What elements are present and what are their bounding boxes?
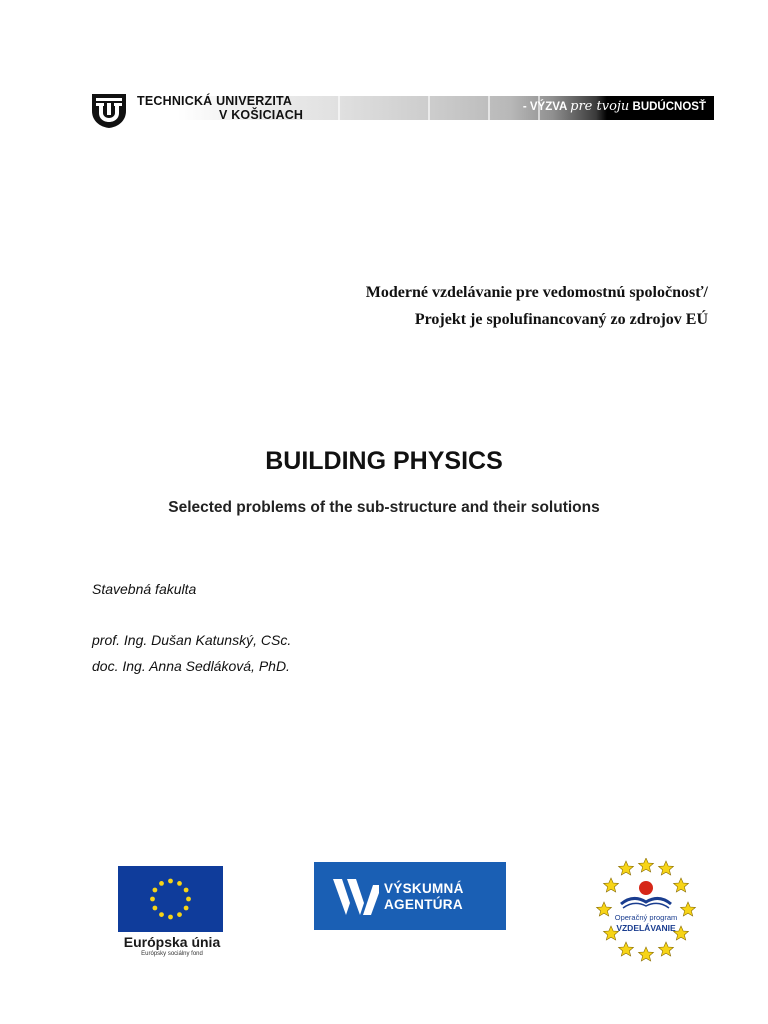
faculty-name: Stavebná fakulta [92,581,197,597]
project-statement [366,279,708,333]
motto-prefix: - VÝZVA [522,101,567,113]
operational-program-icon [593,858,699,962]
op-line1: Operačný program [614,913,678,922]
project-line2: Projekt je spolufinancovaný zo zdrojov EÚ [414,311,708,328]
document-subtitle: Selected problems of the sub-structure and their solutions [168,499,600,516]
agency-name [384,881,464,913]
header-banner [90,93,714,129]
eu-flag-icon [118,866,223,932]
project-line1: Moderné vzdelávanie pre vedomostnú spoločnosť/ [365,284,708,301]
research-agency-logo [314,862,506,930]
va-mark-icon [333,879,379,915]
op-line2: VZDELÁVANIE [616,923,676,933]
eu-caption [118,934,226,957]
author-2: doc. Ing. Anna Sedláková, PhD. [92,658,290,674]
agency-line2: AGENTÚRA [384,897,463,912]
eu-name: Európska únia [123,934,221,950]
author-1: prof. Ing. Dušan Katunský, CSc. [92,632,292,648]
op-red-dot [639,881,653,895]
document-title: BUILDING PHYSICS [265,447,503,475]
university-name-line1: TECHNICKÁ UNIVERZITA [137,94,293,108]
eu-fund: Európsky sociálny fond [141,951,203,957]
university-name-line2: V KOŠICIACH [219,108,304,122]
agency-line1: VÝSKUMNÁ [384,881,464,896]
tuke-logo-icon [90,93,128,129]
motto-mid: pre tvoju [570,99,630,114]
banner-motto [523,100,706,114]
motto-suffix: BUDÚCNOSŤ [632,101,706,113]
